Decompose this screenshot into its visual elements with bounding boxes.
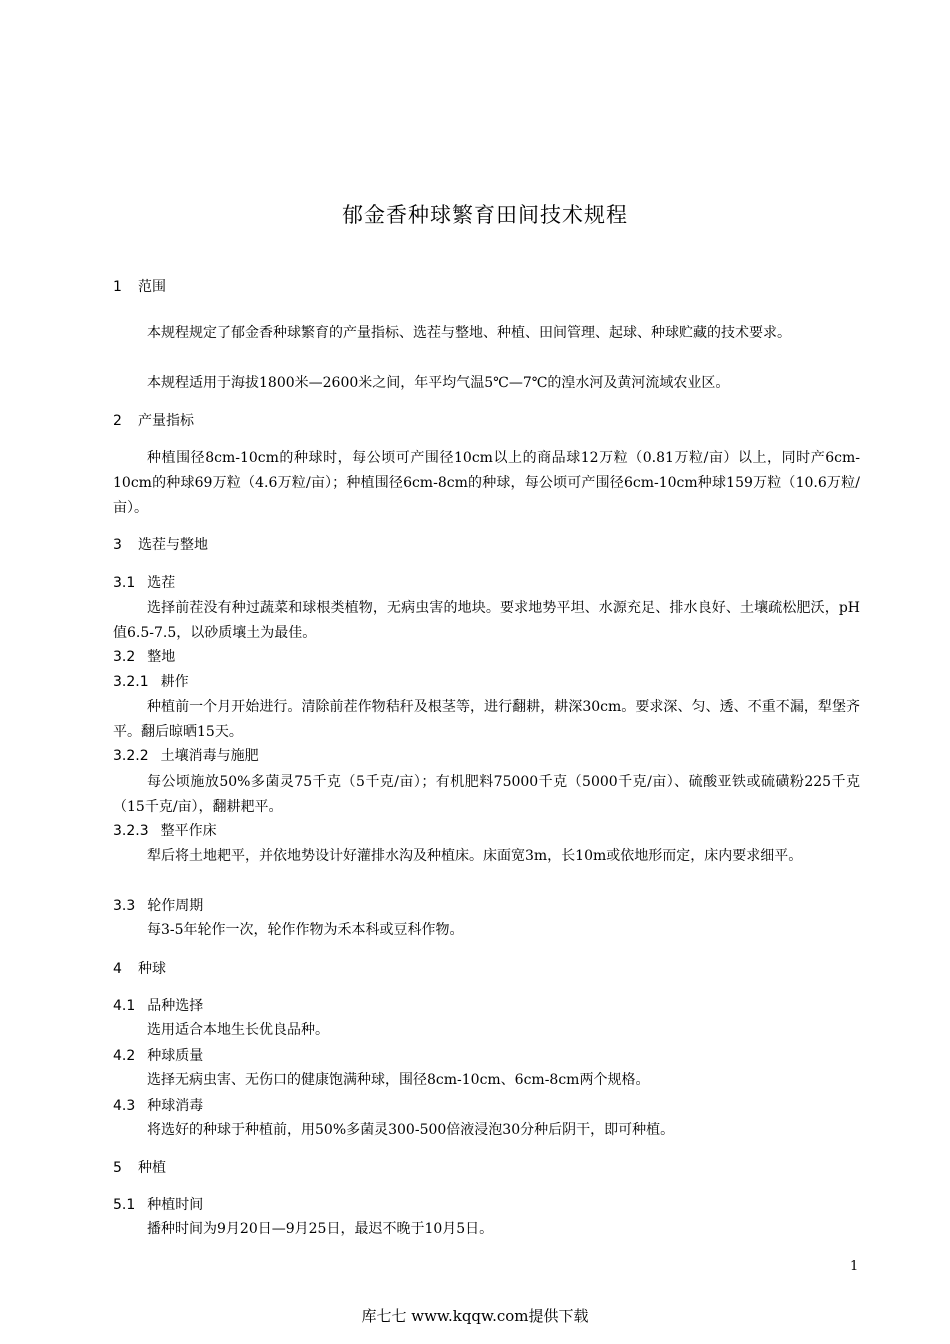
section-title: 产量指标 xyxy=(138,413,194,429)
paragraph: 选用适合本地生长优良品种。 xyxy=(147,1022,329,1038)
paragraph: 选择无病虫害、无伤口的健康饱满种球，围径8cm-10cm、6cm-8cm两个规格。 xyxy=(147,1072,650,1088)
section-2-heading xyxy=(113,411,194,431)
section-5-heading xyxy=(113,1158,166,1178)
paragraph: 本规程规定了郁金香种球繁育的产量指标、选茬与整地、种植、田间管理、起球、种球贮藏的技术要求。 xyxy=(147,325,791,341)
section-title: 选茬 xyxy=(147,575,176,591)
subsection-3-2-heading xyxy=(113,647,175,667)
section-number: 3.1 xyxy=(113,575,136,591)
paragraph: 选择前茬没有种过蔬菜和球根类植物，无病虫害的地块。要求地势平坦、水源充足、排水良好、土壤疏松肥沃，pH值6.5-7.5，以砂质壤土为最佳。 xyxy=(113,600,860,641)
section-number: 2 xyxy=(113,413,122,429)
section-number: 5 xyxy=(113,1160,122,1176)
paragraph: 犁后将土地耙平，并依地势设计好灌排水沟及种植床。床面宽3m，长10m或依地形而定，床内要求细平。 xyxy=(147,848,803,864)
footer-watermark: 库七七 www.kqqw.com提供下载 xyxy=(361,1307,589,1325)
section-1-heading xyxy=(113,277,166,297)
section-title: 种球 xyxy=(138,961,166,977)
section-number: 3.2.3 xyxy=(113,823,149,839)
subsection-4-3-heading xyxy=(113,1096,203,1116)
paragraph: 将选好的种球于种植前，用50%多菌灵300-500倍液浸泡30分种后阴干，即可种植。 xyxy=(147,1122,675,1138)
section-number: 3.2 xyxy=(113,649,136,665)
section-title: 整平作床 xyxy=(160,823,217,839)
paragraph: 种植围径8cm-10cm的种球时，每公顷可产围径10cm以上的商品球12万粒（0.81万粒/亩）以上，同时产6cm-10cm的种球69万粒（4.6万粒/亩）；种植围径6cm-8cm的种球，每公顷可产围径6cm-10cm种球159万粒（10.6万粒/亩）。 xyxy=(113,450,860,516)
section-title: 选茬与整地 xyxy=(138,537,208,553)
section-number: 4.2 xyxy=(113,1048,136,1064)
page-number: 1 xyxy=(850,1259,859,1274)
paragraph: 本规程适用于海拔1800米—2600米之间，年平均气温5℃—7℃的湟水河及黄河流域农业区。 xyxy=(147,375,730,391)
section-title: 种球质量 xyxy=(147,1048,204,1064)
section-number: 3.2.2 xyxy=(113,748,149,764)
section-title: 耕作 xyxy=(160,674,189,690)
section-number: 4.3 xyxy=(113,1098,136,1114)
subsection-3-1-heading xyxy=(113,573,175,593)
section-number: 3.2.1 xyxy=(113,674,149,690)
section-title: 品种选择 xyxy=(147,998,204,1014)
section-4-heading xyxy=(113,959,166,979)
paragraph: 每3-5年轮作一次，轮作作物为禾本科或豆科作物。 xyxy=(147,922,464,938)
section-title: 种球消毒 xyxy=(147,1098,204,1114)
section-title: 范围 xyxy=(138,279,166,295)
section-3-heading xyxy=(113,535,208,555)
subsection-3-2-2-heading xyxy=(113,746,259,766)
paragraph: 播种时间为9月20日—9月25日，最迟不晚于10月5日。 xyxy=(147,1221,494,1237)
section-title: 整地 xyxy=(147,649,176,665)
section-number: 3.3 xyxy=(113,898,136,914)
section-title: 种植时间 xyxy=(147,1197,204,1213)
subsection-3-3-heading xyxy=(113,896,203,916)
paragraph: 每公顷施放50%多菌灵75千克（5千克/亩）；有机肥料75000千克（5000千克/亩）、硫酸亚铁或硫磺粉225千克（15千克/亩），翻耕耙平。 xyxy=(113,774,860,815)
paragraph: 种植前一个月开始进行。清除前茬作物秸秆及根茎等，进行翻耕，耕深30cm。要求深、匀、透、不重不漏，犁堡齐平。翻后晾晒15天。 xyxy=(113,699,860,740)
subsection-4-1-heading xyxy=(113,996,203,1016)
subsection-4-2-heading xyxy=(113,1046,203,1066)
section-number: 5.1 xyxy=(113,1197,136,1213)
section-number: 4.1 xyxy=(113,998,136,1014)
section-title: 土壤消毒与施肥 xyxy=(160,748,259,764)
subsection-3-2-3-heading xyxy=(113,821,217,841)
section-title: 轮作周期 xyxy=(147,898,204,914)
subsection-3-2-1-heading xyxy=(113,672,189,692)
section-number: 4 xyxy=(113,961,122,977)
subsection-5-1-heading xyxy=(113,1195,203,1215)
section-number: 1 xyxy=(113,279,122,295)
section-number: 3 xyxy=(113,537,122,553)
document-title: 郁金香种球繁育田间技术规程 xyxy=(342,203,628,227)
section-title: 种植 xyxy=(138,1160,166,1176)
